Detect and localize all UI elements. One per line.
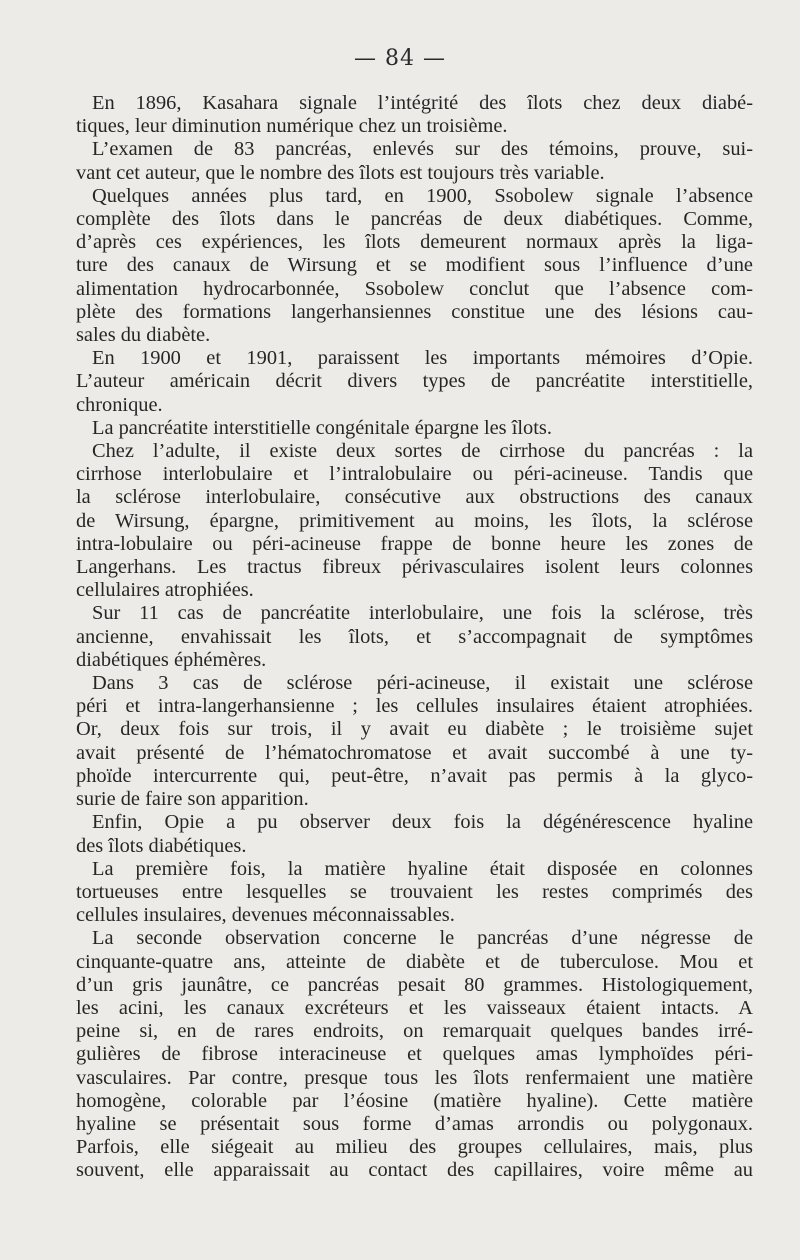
text-line: ancienne, envahissait les îlots, et s’accompagnait de symptômes [76, 625, 753, 648]
text-line: Or, deux fois sur trois, il y avait eu diabète ; le troisième sujet [76, 718, 753, 741]
text-line: tiques, leur diminution numérique chez un troisième. [76, 115, 508, 138]
text-line: ture des canaux de Wirsung et se modifient sous l’influence d’une [76, 254, 753, 277]
text-line: vasculaires. Par contre, presque tous les îlots renfermaient une matière [76, 1066, 753, 1089]
text-line: La seconde observation concerne le pancréas d’une négresse de [92, 927, 753, 950]
text-line: Dans 3 cas de sclérose péri-acineuse, il existait une sclérose [92, 672, 753, 695]
text-line: phoïde intercurrente qui, peut-être, n’avait pas permis à la glyco- [76, 764, 753, 787]
text-line: les acini, les canaux excréteurs et les vaisseaux étaient intacts. A [76, 996, 753, 1019]
text-line: L’auteur américain décrit divers types de pancréatite interstitielle, [76, 370, 753, 393]
text-line: intra-lobulaire ou péri-acineuse frappe de bonne heure les zones de [76, 532, 753, 555]
text-line: d’après ces expériences, les îlots demeurent normaux après la liga- [76, 231, 753, 254]
text-line: surie de faire son apparition. [76, 788, 309, 811]
text-line: Enfin, Opie a pu observer deux fois la dégénérescence hyaline [92, 811, 753, 834]
text-line: En 1900 et 1901, paraissent les importants mémoires d’Opie. [92, 347, 753, 370]
text-line: avait présenté de l’hématochromatose et avait succombé à une ty- [76, 741, 753, 764]
text-line: Langerhans. Les tractus fibreux périvasculaires isolent leurs colonnes [76, 556, 753, 579]
text-line: diabétiques éphémères. [76, 648, 267, 671]
text-line: Parfois, elle siégeait au milieu des groupes cellulaires, mais, plus [76, 1136, 753, 1159]
text-line: cellules insulaires, devenues méconnaissables. [76, 904, 455, 927]
text-line: En 1896, Kasahara signale l’intégrité des îlots chez deux diabé- [92, 92, 753, 114]
text-line: chronique. [76, 393, 163, 416]
body-text [76, 92, 753, 1183]
text-line: Quelques années plus tard, en 1900, Ssobolew signale l’absence [92, 184, 753, 207]
text-line: alimentation hydrocarbonnée, Ssobolew conclut que l’absence com- [76, 277, 753, 300]
text-line: Sur 11 cas de pancréatite interlobulaire, une fois la sclérose, très [92, 602, 753, 625]
text-line: plète des formations langerhansiennes constitue une des lésions cau- [76, 300, 753, 323]
text-line: La première fois, la matière hyaline était disposée en colonnes [92, 857, 753, 880]
text-line: cellulaires atrophiées. [76, 579, 254, 602]
text-line: d’un gris jaunâtre, ce pancréas pesait 80 grammes. Histologiquement, [76, 973, 753, 996]
text-line: complète des îlots dans le pancréas de deux diabétiques. Comme, [76, 208, 753, 231]
text-line: des îlots diabétiques. [76, 834, 247, 857]
text-line: La pancréatite interstitielle congénitale épargne les îlots. [92, 416, 552, 439]
text-line: hyaline se présentait sous forme d’amas arrondis ou polygonaux. [76, 1112, 753, 1135]
text-line: peine si, en de rares endroits, on remarquait quelques bandes irré- [76, 1020, 753, 1043]
text-line: gulières de fibrose interacineuse et quelques amas lymphoïdes péri- [76, 1043, 753, 1066]
page-number: — 84 — [354, 46, 446, 71]
text-line: de Wirsung, épargne, primitivement au moins, les îlots, la sclérose [76, 509, 753, 532]
text-line: sales du diabète. [76, 324, 211, 347]
text-line: souvent, elle apparaissait au contact des capillaires, voire même au [76, 1159, 753, 1182]
text-line: péri et intra-langerhansienne ; les cellules insulaires étaient atrophiées. [76, 695, 753, 718]
text-line: vant cet auteur, que le nombre des îlots est toujours très variable. [76, 161, 605, 184]
text-line: tortueuses entre lesquelles se trouvaient les restes comprimés des [76, 880, 753, 903]
text-line: la sclérose interlobulaire, consécutive aux obstructions des canaux [76, 486, 753, 509]
text-line: homogène, colorable par l’éosine (matière hyaline). Cette matière [76, 1089, 753, 1112]
text-line: Chez l’adulte, il existe deux sortes de cirrhose du pancréas : la [92, 440, 753, 463]
text-line: L’examen de 83 pancréas, enlevés sur des témoins, prouve, sui- [92, 138, 753, 161]
text-line: cinquante-quatre ans, atteinte de diabète et de tuberculose. Mou et [76, 950, 753, 973]
text-line: cirrhose interlobulaire et l’intralobulaire ou péri-acineuse. Tandis que [76, 463, 753, 486]
